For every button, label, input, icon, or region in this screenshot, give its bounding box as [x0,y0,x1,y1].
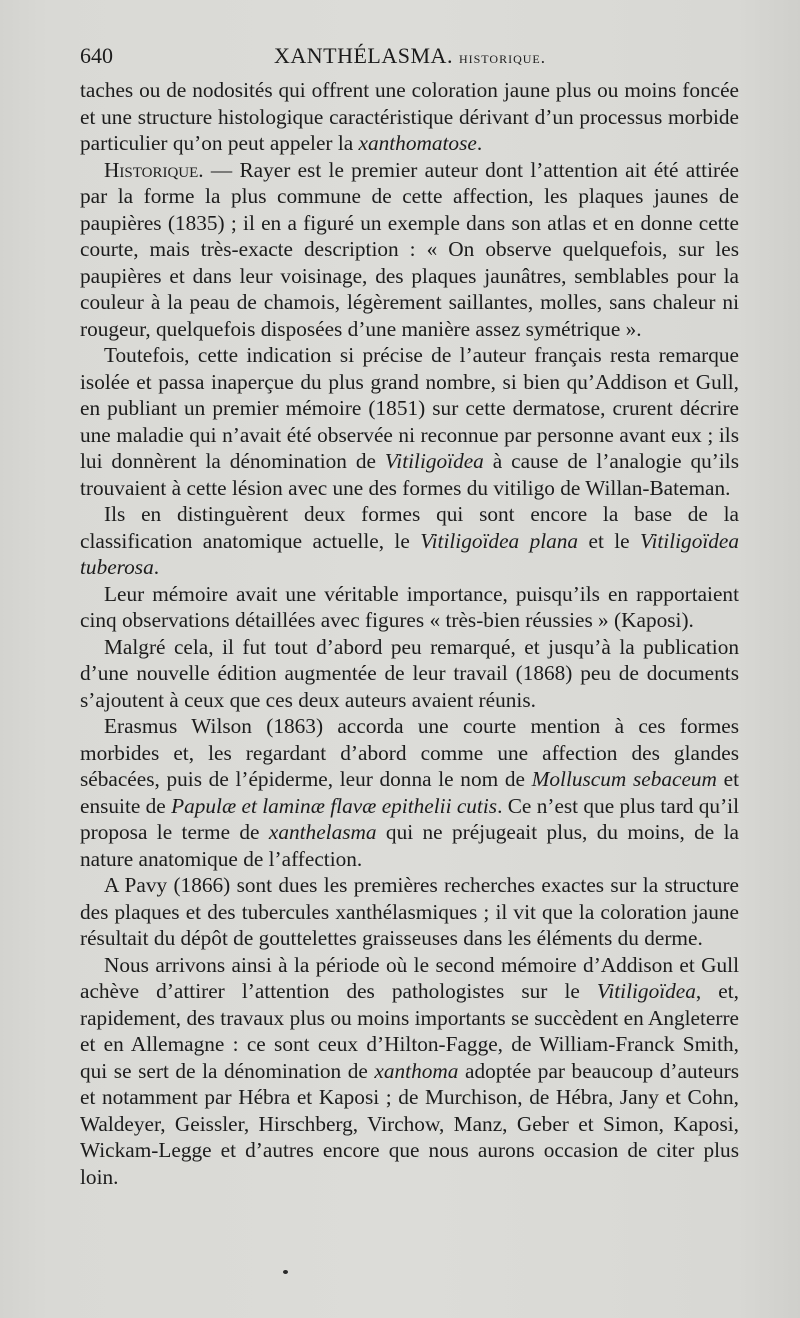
text-run: et le [578,528,641,553]
text-run: et ensuite de [80,767,739,818]
text-run: Nous arrivons ainsi à la période où le second mémoire d’Addison et Gull achève d’attirer l’attention des pathologistes sur le [80,952,739,1003]
text-run: Malgré cela, il fut tout d’abord peu remarqué, et jusqu’à la publication d’une nouvelle édition augmentée de leur travail (1868) peu de documents s’ajoutent à ceux que ces deux auteurs avaient réunis. [80,634,739,712]
text-run: A Pavy (1866) sont dues les premières recherches exactes sur la structure des plaques et des tubercules xanthélasmiques ; il vit que la coloration jaune résultait du dépôt de gouttelettes graisseuses dans les éléments du derme. [80,873,739,950]
ink-speck [283,1270,288,1274]
text-run: Erasmus Wilson (1863) accorda une courte mention à ces formes morbides et, les regardant d’abord comme une affection des glandes sébacées, puis de l’épiderme, leur donna le nom de [80,714,739,791]
italic-term: Vitiligoïdea [384,449,484,473]
text-run: . [153,555,160,579]
text-run: taches ou de nodosités qui offrent une coloration jaune plus ou moins foncée et une structure histologique caractéristique dérivant d’un processus morbide particulier qu’on peut appeler la [80,78,739,155]
running-header [80,42,740,70]
text-run: . [476,131,483,155]
text-run: — Rayer est le premier auteur dont l’attention ait été attirée par la forme la plus commune de cette affection, les plaques jaunes de paupières (1835) ; il en a figuré un exemple dans son atlas et en donne cette courte, mais très-exacte description : « On observe quelquefois, sur les paupières et dans leur voisinage, des plaques jaunâtres, semblables pour la couleur à la peau de chamois, légèrement saillantes, molles, sans chaleur ni rougeur, quelquefois disposées d’une manière assez symétrique ». [80,157,739,341]
italic-term: xanthelasma [268,820,377,844]
text-run: adoptée par beaucoup d’auteurs et notamment par Hébra et Kaposi ; de Murchison, de Hébra, Jany et Cohn, Waldeyer, Geissler, Hirschberg, Virchow, Manz, Geber et Simon, Kaposi, Wickam-Legge et d’autres encore que nous aurons occasion de citer plus loin. [80,1058,739,1189]
italic-term: Papulæ et laminæ flavæ epithelii cutis [171,793,498,818]
text-run: , et, rapidement, des travaux plus ou moins importants se succèdent en Angleterre et en Allemagne : ce sont ceux d’Hilton-Fagge, de William-Franck Smith, qui se sert de la dénomination de [80,979,739,1083]
italic-term: Vitiligoïdea plana [420,528,579,553]
paragraph-4 [80,501,739,581]
running-title [80,42,740,72]
paragraph-1 [80,77,739,157]
body-text [80,77,739,1190]
running-title-main: XANTHÉLASMA. [274,43,453,68]
italic-term: Vitiligoïdea tuberosa [80,528,740,579]
page-number: 640 [80,43,113,68]
running-title-sub: historique. [458,48,546,67]
paragraph-8 [80,872,739,952]
text-run: Toutefois, cette indication si précise de l’auteur français resta remarque isolée et passa inaperçue du plus grand nombre, si bien qu’Addison et Gull, en publiant un premier mémoire (1851) sur cette dermatose, crurent décrire une maladie qui n’avait été observée ni reconnue par personne avant eux ; ils lui donnèrent la dénomination de [80,343,739,473]
paragraph-6 [80,634,739,714]
text-run: Leur mémoire avait une véritable importance, puisqu’ils en rapportaient cinq observations détaillées avec figures « très-bien réussies » (Kaposi). [80,581,739,632]
section-heading: Historique. [104,157,204,182]
italic-term: Vitiligoïdea [596,979,696,1003]
paragraph-3 [80,342,739,501]
italic-term: Molluscum sebaceum [531,767,717,791]
text-run: qui ne préjugeait plus, du moins, de la nature anatomique de l’affection. [80,820,739,871]
text-run: . Ce n’est que plus tard qu’il proposa le terme de [80,793,740,844]
paragraph-5 [80,581,739,634]
paragraph-7 [80,713,739,872]
text-run: Ils en distinguèrent deux formes qui sont encore la base de la classification anatomique actuelle, le [80,502,739,553]
paragraph-2 [80,157,739,343]
text-run: à cause de l’analogie qu’ils trouvaient à cette lésion avec une des formes du vitiligo de Willan-Bateman. [80,449,739,500]
paragraph-9 [80,952,739,1191]
italic-term: xanthoma [374,1058,459,1083]
italic-term: xanthomatose [358,131,477,155]
